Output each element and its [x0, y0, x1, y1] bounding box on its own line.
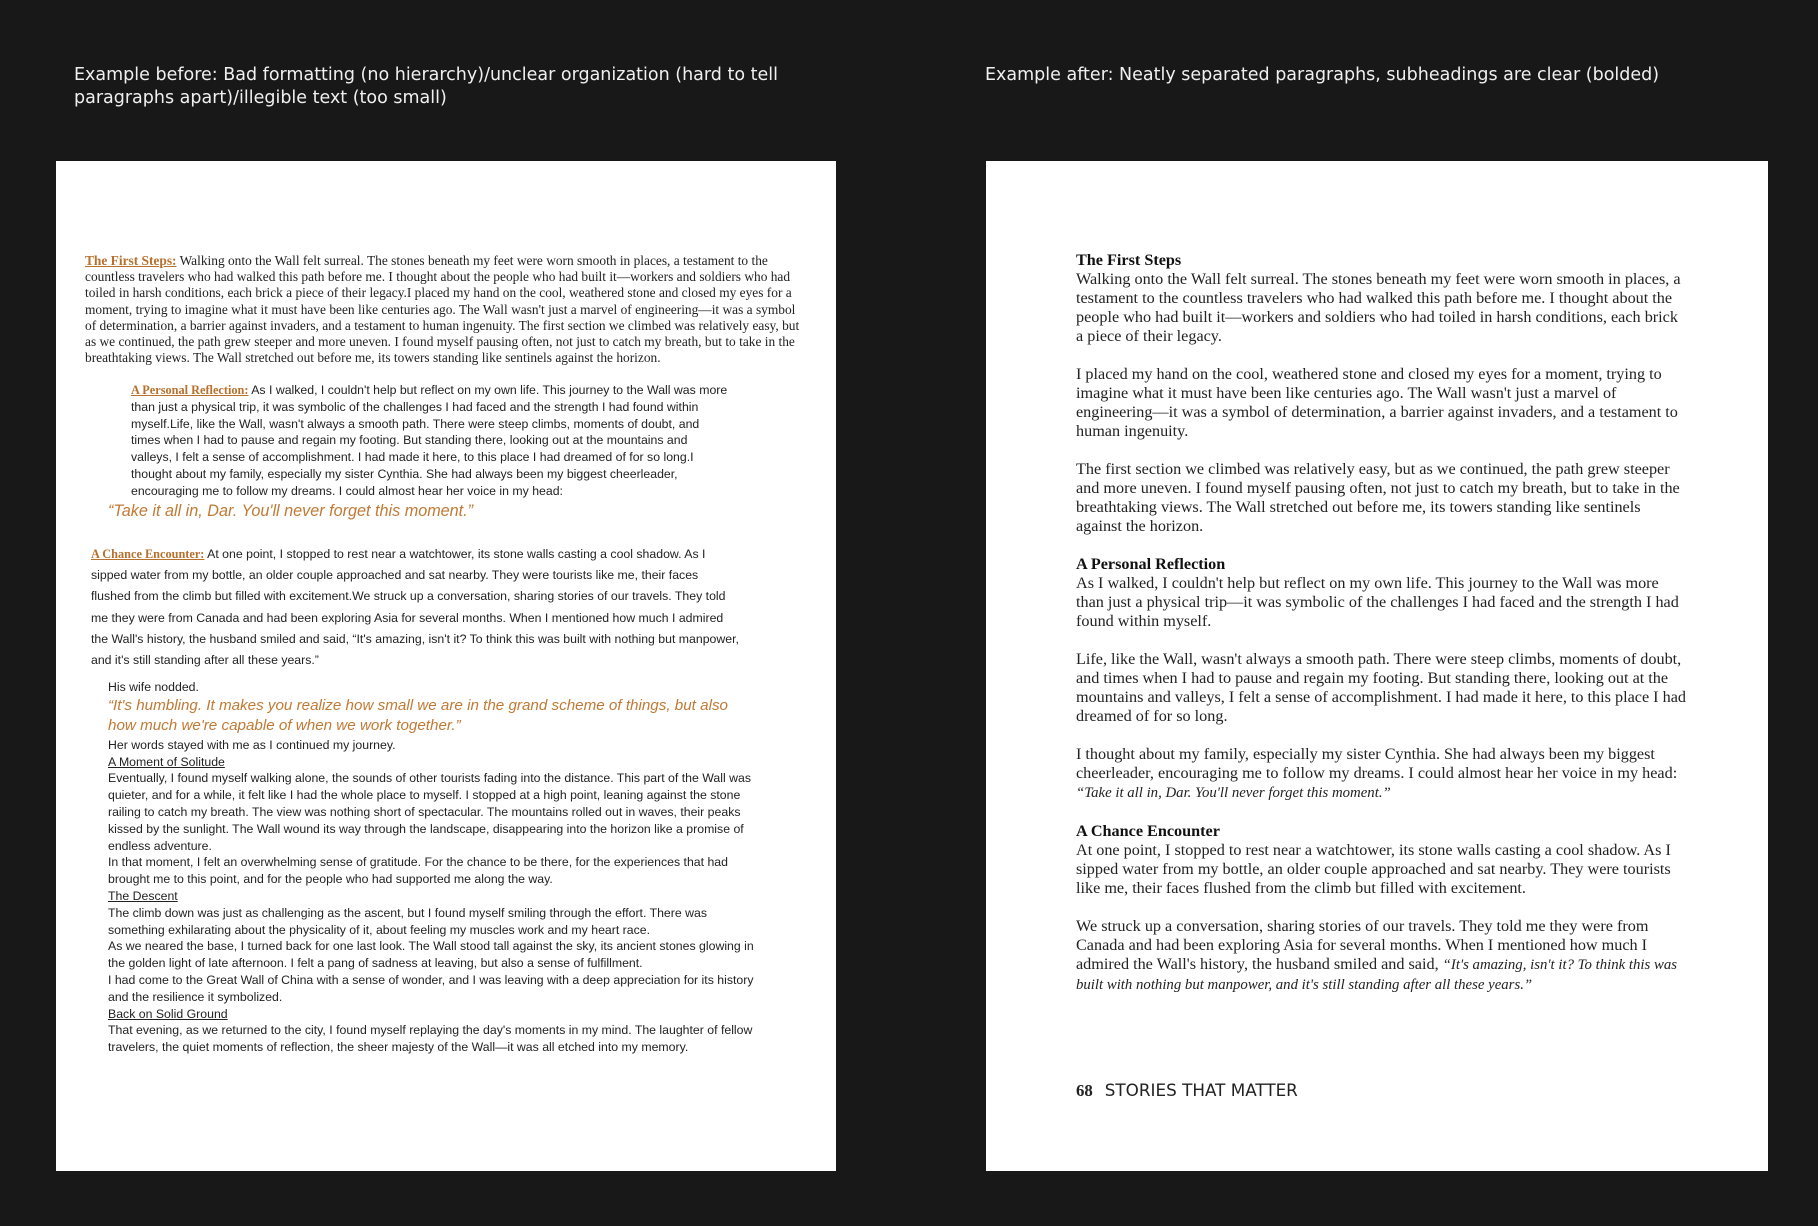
book-title: STORIES THAT MATTER: [1104, 1080, 1298, 1100]
before-words-stayed: Her words stayed with me as I continued my journey.: [108, 737, 396, 752]
before-first-steps-paragraph: [85, 253, 805, 366]
after-paragraph-8: [1076, 917, 1686, 995]
after-heading-reflection: A Personal Reflection: [1076, 555, 1226, 573]
before-descent-p2: As we neared the base, I turned back for one last look. The Wall stood tall against the sky, its ancient stones glowing in the golden light of late afternoon. I felt a pang of sadness at leaving, but also a sense of fulfillment.: [108, 939, 754, 971]
before-descent-p3: I had come to the Great Wall of China with a sense of wonder, and I was leaving with a deep appreciation for its history and the resilience it symbolized.: [108, 972, 754, 1004]
caption-after: Example after: Neatly separated paragraphs, subheadings are clear (bolded): [985, 65, 1660, 85]
before-ground-p1: That evening, as we returned to the city, I found myself replaying the day's moments in my mind. The laughter of fellow travelers, the quiet moments of reflection, the sheer majesty of the Wall—it was all etched into my memory.: [108, 1023, 753, 1055]
after-paragraph-5: Life, like the Wall, wasn't always a smooth path. There were steep climbs, moments of doubt, and times when I had to pause and regain my footing. But standing there, looking out at the mountains and valleys, I felt a sense of accomplishment. I had made it here, to this place I had dreamed of for so long.: [1076, 650, 1686, 725]
before-reflection-text: As I walked, I couldn't help but reflect on my own life. This journey to the Wall was more than just a physical trip, it was symbolic of the challenges I had faced and the strength I had found within myself.Life, like the Wall, wasn't always a smooth path. There were steep climbs, moments of doubt, and times when I had to pause and regain my footing. But standing there, looking out at the mountains and valleys, I felt a sense of accomplishment. I had made it here, to this place I had dreamed of for so long.I thought about my family, especially my sister Cynthia. She had always been my biggest cheerleader, encouraging me to follow my dreams. I could almost hear her voice in my head:: [131, 383, 728, 498]
before-quote-humbling: “It's humbling. It makes you realize how small we are in the grand scheme of things, but also how much we're capable of when we work together.”: [108, 696, 728, 735]
page-before: [56, 161, 836, 1171]
before-rest-block: [108, 679, 758, 1056]
after-body: [1076, 251, 1686, 995]
after-heading-first-steps: The First Steps: [1076, 251, 1182, 269]
before-first-steps-text: Walking onto the Wall felt surreal. The stones beneath my feet were worn smooth in places, a testament to the countless travelers who had walked this path before me. I thought about the people who had built it—workers and soldiers who had toiled in harsh conditions, each brick a piece of their legacy.I placed my hand on the cool, weathered stone and closed my eyes for a moment, trying to imagine what it must have been like centuries ago. The Wall wasn't just a marvel of engineering—it was a symbol of determination, a barrier against invaders, and a testament to human ingenuity. The first section we climbed was relatively easy, but as we continued, the path grew steeper and more uneven. I found myself pausing often, not just to catch my breath, but to take in the breathtaking views. The Wall stretched out before me, its towers standing like sentinels against the horizon.: [85, 253, 800, 366]
after-paragraph-3: The first section we climbed was relatively easy, but as we continued, the path grew steeper and more uneven. I found myself pausing often, not just to catch my breath, but to take in the breathtaking views. The Wall stretched out before me, its towers standing like sentinels against the horizon.: [1076, 460, 1680, 535]
before-first-steps-label: The First Steps:: [85, 253, 177, 268]
after-paragraph-6: [1076, 745, 1686, 803]
after-paragraph-4: As I walked, I couldn't help but reflect on my own life. This journey to the Wall was more than just a physical trip—it was symbolic of the challenges I had faced and the strength I had found within myself.: [1076, 574, 1679, 630]
before-solitude-p2: In that moment, I felt an overwhelming sense of gratitude. For the chance to be there, for the experiences that had brought me to this point, and for the people who had supported me along the way.: [108, 855, 728, 887]
before-quote-dar: “Take it all in, Dar. You'll never forget this moment.”: [108, 502, 474, 520]
before-solitude-p1: Eventually, I found myself walking alone, the sounds of other tourists fading into the distance. This part of the Wall was quieter, and for a while, it felt like I had the whole place to myself. I stopped at a high point, leaning against the stone railing to catch my breath. The view was nothing short of spectacular. The mountains rolled out in waves, their peaks kissed by the sunlight. The Wall wound its way through the landscape, disappearing into the horizon like a promise of endless adventure.: [108, 771, 751, 853]
after-quote-dar: “Take it all in, Dar. You'll never forget this moment.”: [1076, 785, 1391, 801]
before-encounter-paragraph: [91, 544, 741, 671]
before-ground-heading: Back on Solid Ground: [108, 1006, 228, 1021]
before-wife-nodded: His wife nodded.: [108, 680, 199, 694]
before-solitude-heading: A Moment of Solitude: [108, 754, 225, 769]
after-paragraph-1: Walking onto the Wall felt surreal. The stones beneath my feet were worn smooth in places, a testament to the countless travelers who had walked this path before me. I thought about the people who had built it—workers and soldiers who had toiled in harsh conditions, each brick a piece of their legacy.: [1076, 270, 1681, 345]
page-footer: [1076, 1080, 1298, 1101]
before-encounter-label: A Chance Encounter:: [91, 547, 205, 561]
after-quote-husband: “It's amazing, isn't it? To think this was built with nothing but manpower, and it's still standing after all these years.”: [1076, 957, 1678, 993]
after-paragraph-7: At one point, I stopped to rest near a watchtower, its stone walls casting a cool shadow. As I sipped water from my bottle, an older couple approached and sat nearby. They were tourists like me, their faces flushed from the climb but filled with excitement.: [1076, 841, 1671, 897]
page-after: [986, 161, 1768, 1171]
before-encounter-text: At one point, I stopped to rest near a watchtower, its stone walls casting a cool shadow. As I sipped water from my bottle, an older couple approached and sat nearby. They were tourists like me, their faces flushed from the climb but filled with excitement.We struck up a conversation, sharing stories of our travels. They told me they were from Canada and had been exploring Asia for several months. When I mentioned how much I admired the Wall's history, the husband smiled and said, “It's amazing, isn't it? To think this was built with nothing but manpower, and it's still standing after all these years.”: [91, 547, 739, 668]
after-paragraph-6-text: I thought about my family, especially my sister Cynthia. She had always been my biggest cheerleader, encouraging me to follow my dreams. I could almost hear her voice in my head:: [1076, 745, 1678, 782]
before-descent-p1: The climb down was just as challenging as the ascent, but I found myself smiling through the effort. There was something exhilarating about the physicality of it, about feeling my muscles work and my heart race.: [108, 905, 707, 937]
after-paragraph-8-text: We struck up a conversation, sharing stories of our travels. They told me they were from Canada and had been exploring Asia for several months. When I mentioned how much I admired the Wall's history, the husband smiled and said,: [1076, 917, 1649, 973]
after-paragraph-2: I placed my hand on the cool, weathered stone and closed my eyes for a moment, trying to imagine what it must have been like centuries ago. The Wall wasn't just a marvel of engineering—it was a symbol of determination, a barrier against invaders, and a testament to human ingenuity.: [1076, 365, 1678, 440]
page-number: 68: [1076, 1081, 1093, 1100]
after-heading-encounter: A Chance Encounter: [1076, 822, 1220, 840]
before-reflection-paragraph: [131, 382, 731, 500]
before-reflection-label: A Personal Reflection:: [131, 383, 249, 397]
caption-before: Example before: Bad formatting (no hierarchy)/unclear organization (hard to tell paragraphs apart)/illegible text (too small): [74, 65, 778, 108]
before-descent-heading: The Descent: [108, 888, 178, 903]
